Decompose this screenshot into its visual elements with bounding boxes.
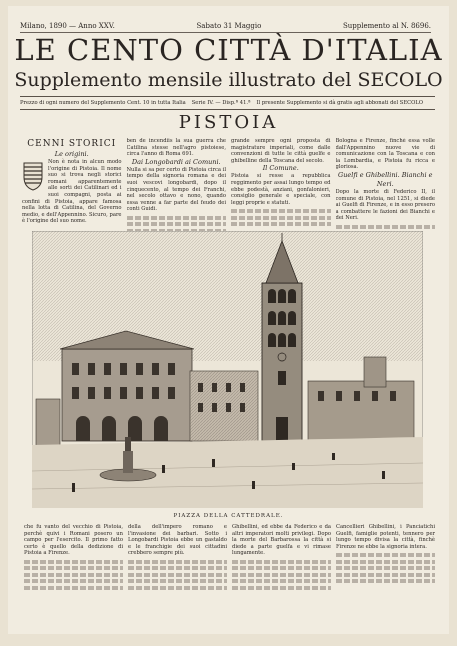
lower-column-3 <box>232 524 331 626</box>
column-text: Bologna e Firenze, finchè essa volle dall'Appennino nuove vie di comunicazione con la Toscana e con la Lombardia, e Pistoia fu ricca e gloriosa. <box>335 138 435 171</box>
masthead-subtitle: Supplemento mensile illustrato del SECOLO <box>14 69 443 91</box>
engraving-illustration <box>32 231 423 508</box>
column-heading: Il Comune. <box>262 164 299 173</box>
column-text: Dopo la morte di Federico II, il comune di Pistoia, nel 1251, si diede ai Guelfi di Firenze, e in esso presero a combattere le fazioni dei Bianchi e dei Neri. <box>335 188 435 222</box>
article-column-1 <box>22 138 122 231</box>
article-column-2 <box>127 138 227 231</box>
palazzo-building <box>60 331 194 441</box>
header-line <box>20 20 431 33</box>
newspaper-page <box>8 6 449 634</box>
column-text: ben de incendiis la sua guerra che Catilina stesse nell'agro pistoiese, circa l'anno di Roma 691. <box>126 138 226 158</box>
article-column-3 <box>231 138 331 231</box>
supplement-number: Supplemento al N. 8696. <box>343 22 431 30</box>
price-bar <box>20 96 435 110</box>
price-info: Prezzo di ogni numero del Supplemento Cent. 10 in tutta Italia <box>20 100 186 106</box>
coat-of-arms-icon <box>22 161 44 191</box>
column-heading: Dai Longobardi ai Comuni. <box>131 157 221 166</box>
lower-column-1 <box>24 524 123 626</box>
column-subheading: Le origini. <box>54 150 89 158</box>
illustration-caption: PIAZZA DELLA CATTEDRALE. <box>173 513 284 519</box>
column-text: Cancellieri Ghibellini, i Panciatichi Guelfi, famiglie potenti, tennero per lungo tempo divisa la città, finchè Firenze ne ebbe la signoria intera. <box>336 524 435 550</box>
place-date: Milano, 1890 — Anno XXV. <box>20 22 115 30</box>
article-column-4 <box>336 138 436 231</box>
column-text: Pistoia si resse a repubblica reggimento per assai lungo tempo ed ebbe podestà, anziani, gonfalonieri, consiglio generale e speciale, con leggi proprie e statuti. <box>231 173 331 206</box>
column-heading: Guelfi e Ghibellini. Bianchi e Neri. <box>338 170 433 188</box>
series-info: Serie IV. — Disp.ª 41.ª <box>191 100 251 106</box>
column-text: della dell'impero romano e l'invasione dei barbari. Sotto i Longobardi Pistoia ebbe un gastaldo e le franchigie dei suoi cittadini crebbero sempre più. <box>128 524 227 557</box>
lower-column-2 <box>128 524 227 626</box>
masthead-title: LE CENTO CITTÀ D'ITALIA <box>14 33 443 67</box>
article-columns <box>22 138 435 231</box>
column-text: grande sempre ogni proposta di magistrature imperiali, come dalle convenzioni di tutte le città guelfe e ghibelline della Toscana del secolo. <box>231 138 331 164</box>
column-text: Non è nota in alcun modo l'origine di Pistoia. Il nome suo si trova negli storici romani apparentemente alle sorti dei Catilinari ed i suoi compagni, posta ai confini di Pistoia, appare famosa nella lotta di Catilina, del Governo medio, e dell'Appennino. Sicuro, pare è l'origine del suo nome. <box>22 159 122 225</box>
issue-day: Sabato 31 Maggio <box>196 22 262 30</box>
lower-column-4 <box>336 524 435 626</box>
column-heading: CENNI STORICI <box>27 139 117 149</box>
gratis-info: Il presente Supplemento si dà gratis agli abbonati del SECOLO <box>256 100 424 106</box>
column-text: Nulla si sa per certo di Pistoia circa il tempo della signoria romana e dei suoi vescovi longobardi, dopo il cinquecento, al tempo dei Franchi, nel secolo ottavo e nono, quando essa venne a far parte del feudo dei conti Guidi. <box>126 166 226 213</box>
lower-columns <box>24 524 435 626</box>
city-title: PISTOIA <box>178 112 279 133</box>
column-text: Ghibellini, ed ebbe da Federico e da altri imperatori molti privilegi. Dopo la morte del Barbarossa la città si diede a parte guelfa e vi rimase lungamente. <box>232 524 331 557</box>
column-text: che fu vanto del vecchio di Pistoia, perchè quivi i Romani posero un campo per l'esercito. Il primo fatto certo è quello della dedizione di Pistoia a Firenze. <box>24 524 123 557</box>
